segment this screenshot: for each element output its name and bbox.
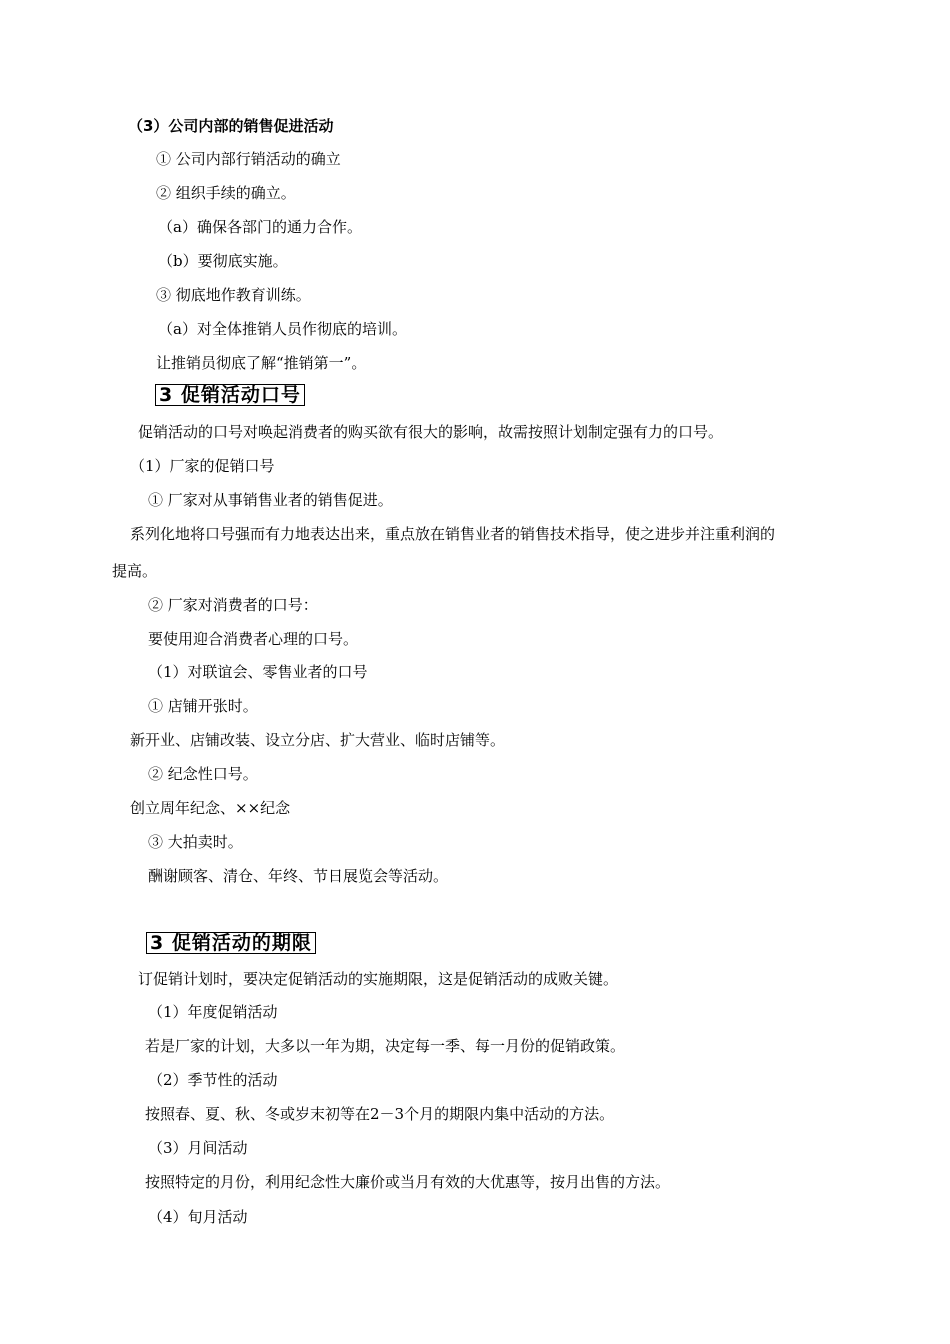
paragraph: 若是厂家的计划，大多以一年为期，决定每一季、每一月份的促销政策。 [145, 1037, 626, 1055]
subheading: （2）季节性的活动 [148, 1071, 278, 1089]
list-item: ① 公司内部行销活动的确立 [156, 150, 341, 168]
paragraph: 创立周年纪念、××纪念 [130, 799, 291, 817]
paragraph: 要使用迎合消费者心理的口号。 [148, 630, 359, 648]
paragraph: 按照特定的月份，利用纪念性大廉价或当月有效的大优惠等，按月出售的方法。 [145, 1173, 671, 1191]
paragraph: 按照春、夏、秋、冬或岁末初等在2－3个月的期限内集中活动的方法。 [145, 1105, 615, 1123]
paragraph: 新开业、店铺改装、设立分店、扩大营业、临时店铺等。 [130, 731, 506, 749]
paragraph: 酬谢顾客、清仓、年终、节日展览会等活动。 [148, 867, 449, 885]
list-item: 让推销员彻底了解“推销第一”。 [156, 354, 367, 372]
paragraph: 订促销计划时，要决定促销活动的实施期限，这是促销活动的成败关键。 [138, 970, 619, 988]
subheading: （1）年度促销活动 [148, 1003, 278, 1021]
section-heading-slogan: 3 促销活动口号 [155, 384, 305, 406]
subheading: （3）月间活动 [148, 1139, 248, 1157]
subheading: （1）对联谊会、零售业者的口号 [148, 663, 368, 681]
list-item: ② 纪念性口号。 [148, 765, 258, 783]
section-heading-internal-promotion: （3）公司内部的销售促进活动 [128, 117, 334, 135]
paragraph: 系列化地将口号强而有力地表达出来，重点放在销售业者的销售技术指导，使之进步并注重利润的 [130, 525, 776, 543]
list-item: ③ 彻底地作教育训练。 [156, 286, 311, 304]
list-item: ③ 大拍卖时。 [148, 833, 243, 851]
list-item: ② 组织手续的确立。 [156, 184, 296, 202]
subheading: （1）厂家的促销口号 [130, 457, 275, 475]
list-item: （a）确保各部门的通力合作。 [158, 218, 362, 236]
list-item: （a）对全体推销人员作彻底的培训。 [158, 320, 407, 338]
section-heading-duration: 3 促销活动的期限 [146, 932, 316, 954]
list-item: ① 厂家对从事销售业者的销售促进。 [148, 491, 393, 509]
paragraph: 提高。 [112, 562, 158, 580]
paragraph: 促销活动的口号对唤起消费者的购买欲有很大的影响，故需按照计划制定强有力的口号。 [138, 423, 724, 441]
list-item: ② 厂家对消费者的口号： [148, 596, 318, 614]
list-item: （b）要彻底实施。 [158, 252, 288, 270]
subheading: （4）旬月活动 [148, 1208, 248, 1226]
list-item: ① 店铺开张时。 [148, 697, 258, 715]
